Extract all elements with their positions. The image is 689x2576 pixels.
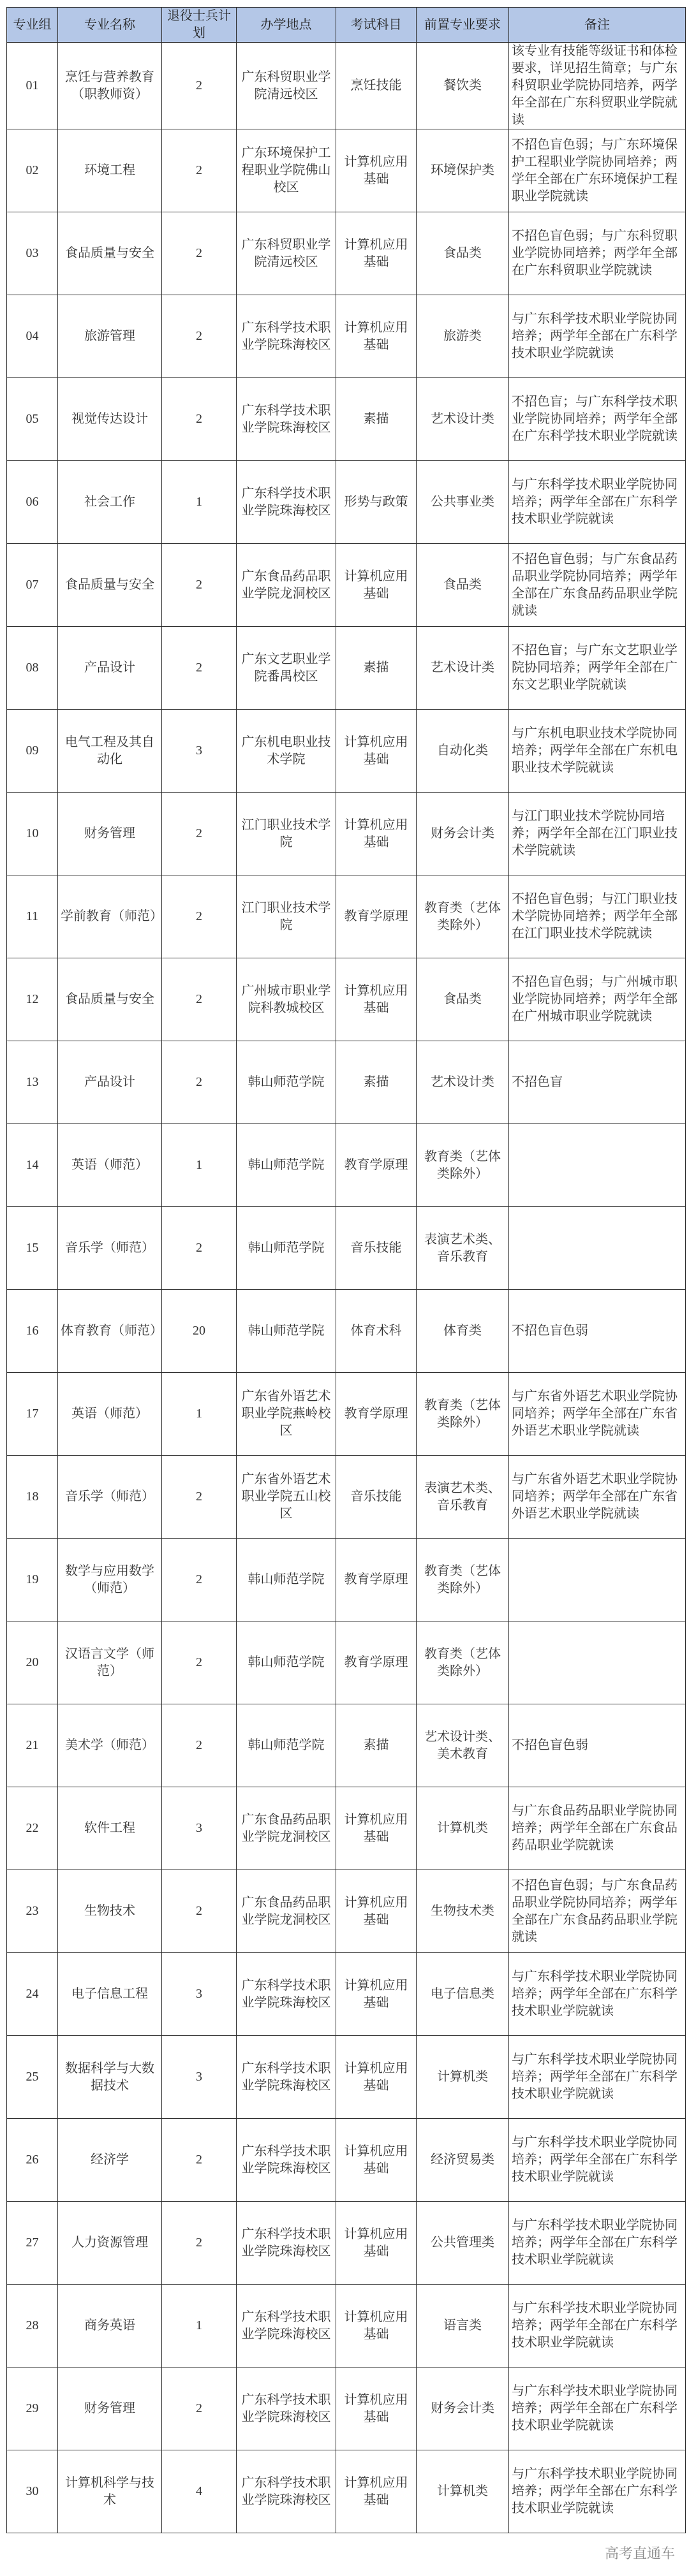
cell-location: 广东科学技术职业学院珠海校区: [237, 2367, 336, 2450]
header-major-name: 专业名称: [58, 8, 162, 43]
cell-exam-subject: 烹饪技能: [336, 43, 417, 129]
cell-prerequisite: 计算机类: [417, 1787, 509, 1870]
cell-location: 广东科学技术职业学院珠海校区: [237, 2450, 336, 2533]
cell-remarks: 与广东科学技术职业学院协同培养；两学年全部在广东科学技术职业学院就读: [509, 2119, 686, 2202]
cell-group: 17: [7, 1373, 58, 1456]
cell-group: 25: [7, 2036, 58, 2119]
cell-prerequisite: 艺术设计类: [417, 378, 509, 461]
cell-location: 广东科学技术职业学院珠海校区: [237, 461, 336, 544]
cell-remarks: 与广东食品药品职业学院协同培养；两学年全部在广东食品药品职业学院就读: [509, 1787, 686, 1870]
cell-group: 07: [7, 544, 58, 627]
cell-exam-subject: 教育学原理: [336, 875, 417, 958]
cell-group: 02: [7, 129, 58, 212]
cell-group: 15: [7, 1207, 58, 1290]
cell-remarks: 与广东科学技术职业学院协同培养；两学年全部在广东科学技术职业学院就读: [509, 295, 686, 378]
cell-remarks: 与广东科学技术职业学院协同培养；两学年全部在广东科学技术职业学院就读: [509, 2367, 686, 2450]
cell-remarks: [509, 1539, 686, 1621]
table-row: [7, 1124, 686, 1207]
table-row: [7, 1539, 686, 1621]
cell-major-name: 烹饪与营养教育（职教师资）: [58, 43, 162, 129]
cell-veteran-quota: 3: [162, 2036, 237, 2119]
header-veteran-quota: 退役士兵计划: [162, 8, 237, 43]
cell-veteran-quota: 2: [162, 1704, 237, 1787]
cell-major-name: 电气工程及其自动化: [58, 710, 162, 793]
cell-prerequisite: 教育类（艺体类除外）: [417, 875, 509, 958]
cell-major-name: 电子信息工程: [58, 1953, 162, 2036]
cell-group: 23: [7, 1870, 58, 1953]
cell-exam-subject: 计算机应用基础: [336, 793, 417, 875]
cell-veteran-quota: 1: [162, 461, 237, 544]
cell-group: 19: [7, 1539, 58, 1621]
table-row: [7, 544, 686, 627]
table-row: [7, 461, 686, 544]
cell-exam-subject: 计算机应用基础: [336, 2367, 417, 2450]
cell-remarks: 不招色盲: [509, 1041, 686, 1124]
cell-major-name: 财务管理: [58, 793, 162, 875]
watermark: 高考直通车: [605, 2545, 676, 2561]
cell-veteran-quota: 2: [162, 129, 237, 212]
cell-veteran-quota: 3: [162, 710, 237, 793]
cell-veteran-quota: 2: [162, 43, 237, 129]
cell-remarks: 该专业有技能等级证书和体检要求，详见招生简章；与广东科贸职业学院协同培养，两学年全部在广东科贸职业学院就读: [509, 43, 686, 129]
table-row: [7, 958, 686, 1041]
cell-remarks: 与广东省外语艺术职业学院协同培养；两学年全部在广东省外语艺术职业学院就读: [509, 1456, 686, 1539]
cell-prerequisite: 食品类: [417, 544, 509, 627]
cell-veteran-quota: 20: [162, 1290, 237, 1373]
cell-remarks: 与广东科学技术职业学院协同培养；两学年全部在广东科学技术职业学院就读: [509, 2450, 686, 2533]
cell-exam-subject: 教育学原理: [336, 1539, 417, 1621]
table-row: [7, 378, 686, 461]
cell-major-name: 生物技术: [58, 1870, 162, 1953]
cell-location: 韩山师范学院: [237, 1704, 336, 1787]
table-row: [7, 710, 686, 793]
cell-exam-subject: 教育学原理: [336, 1124, 417, 1207]
cell-veteran-quota: 2: [162, 544, 237, 627]
cell-remarks: 不招色盲色弱；与广州城市职业学院协同培养；两学年全部在广州城市职业学院就读: [509, 958, 686, 1041]
cell-remarks: 与广东科学技术职业学院协同培养；两学年全部在广东科学技术职业学院就读: [509, 2202, 686, 2285]
cell-major-name: 食品质量与安全: [58, 958, 162, 1041]
cell-group: 10: [7, 793, 58, 875]
cell-major-name: 音乐学（师范）: [58, 1207, 162, 1290]
cell-prerequisite: 艺术设计类: [417, 1041, 509, 1124]
cell-remarks: 不招色盲色弱；与广东环境保护工程职业学院协同培养；两学年全部在广东环境保护工程职业学院就读: [509, 129, 686, 212]
table-row: [7, 793, 686, 875]
cell-prerequisite: 艺术设计类、美术教育: [417, 1704, 509, 1787]
cell-exam-subject: 教育学原理: [336, 1621, 417, 1704]
cell-remarks: [509, 1621, 686, 1704]
table-row: [7, 875, 686, 958]
cell-prerequisite: 餐饮类: [417, 43, 509, 129]
cell-prerequisite: 艺术设计类: [417, 627, 509, 710]
cell-exam-subject: 形势与政策: [336, 461, 417, 544]
cell-exam-subject: 体育术科: [336, 1290, 417, 1373]
enrollment-plan-table: [6, 7, 686, 2533]
cell-location: 广东食品药品职业学院龙洞校区: [237, 1870, 336, 1953]
cell-major-name: 产品设计: [58, 627, 162, 710]
cell-prerequisite: 体育类: [417, 1290, 509, 1373]
table-row: [7, 129, 686, 212]
cell-group: 30: [7, 2450, 58, 2533]
cell-prerequisite: 旅游类: [417, 295, 509, 378]
table-row: [7, 2036, 686, 2119]
table-row: [7, 2450, 686, 2533]
cell-exam-subject: 素描: [336, 627, 417, 710]
cell-prerequisite: 自动化类: [417, 710, 509, 793]
cell-prerequisite: 经济贸易类: [417, 2119, 509, 2202]
cell-prerequisite: 生物技术类: [417, 1870, 509, 1953]
cell-exam-subject: 素描: [336, 1704, 417, 1787]
cell-location: 韩山师范学院: [237, 1124, 336, 1207]
cell-exam-subject: 音乐技能: [336, 1456, 417, 1539]
cell-exam-subject: 计算机应用基础: [336, 212, 417, 295]
cell-location: 广东省外语艺术职业学院燕岭校区: [237, 1373, 336, 1456]
table-row: [7, 2367, 686, 2450]
cell-veteran-quota: 2: [162, 1456, 237, 1539]
cell-remarks: 与广东机电职业技术学院协同培养；两学年全部在广东机电职业技术学院就读: [509, 710, 686, 793]
cell-veteran-quota: 2: [162, 295, 237, 378]
cell-group: 13: [7, 1041, 58, 1124]
table-row: [7, 295, 686, 378]
cell-exam-subject: 计算机应用基础: [336, 1787, 417, 1870]
cell-major-name: 商务英语: [58, 2285, 162, 2367]
cell-veteran-quota: 3: [162, 1787, 237, 1870]
cell-veteran-quota: 2: [162, 1621, 237, 1704]
cell-exam-subject: 音乐技能: [336, 1207, 417, 1290]
cell-group: 08: [7, 627, 58, 710]
cell-exam-subject: 计算机应用基础: [336, 2450, 417, 2533]
table-row: [7, 1870, 686, 1953]
cell-group: 18: [7, 1456, 58, 1539]
cell-remarks: 不招色盲色弱；与广东食品药品职业学院协同培养；两学年全部在广东食品药品职业学院就读: [509, 1870, 686, 1953]
header-remarks: 备注: [509, 8, 686, 43]
table-row: [7, 1290, 686, 1373]
cell-prerequisite: 教育类（艺体类除外）: [417, 1539, 509, 1621]
cell-location: 韩山师范学院: [237, 1207, 336, 1290]
cell-group: 11: [7, 875, 58, 958]
cell-group: 03: [7, 212, 58, 295]
cell-major-name: 数据科学与大数据技术: [58, 2036, 162, 2119]
cell-exam-subject: 计算机应用基础: [336, 2202, 417, 2285]
cell-major-name: 音乐学（师范）: [58, 1456, 162, 1539]
cell-major-name: 学前教育（师范）: [58, 875, 162, 958]
cell-major-name: 汉语言文学（师范）: [58, 1621, 162, 1704]
cell-remarks: 不招色盲；与广东科学技术职业学院协同培养；两学年全部在广东科学技术职业学院就读: [509, 378, 686, 461]
cell-group: 05: [7, 378, 58, 461]
cell-location: 广东文艺职业学院番禺校区: [237, 627, 336, 710]
cell-group: 24: [7, 1953, 58, 2036]
cell-group: 28: [7, 2285, 58, 2367]
header-location: 办学地点: [237, 8, 336, 43]
cell-veteran-quota: 2: [162, 1207, 237, 1290]
cell-veteran-quota: 2: [162, 212, 237, 295]
cell-exam-subject: 计算机应用基础: [336, 544, 417, 627]
cell-location: 广东科学技术职业学院珠海校区: [237, 2202, 336, 2285]
table-row: [7, 1787, 686, 1870]
cell-major-name: 食品质量与安全: [58, 544, 162, 627]
cell-location: 广东机电职业技术学院: [237, 710, 336, 793]
cell-exam-subject: 计算机应用基础: [336, 295, 417, 378]
cell-location: 广东科学技术职业学院珠海校区: [237, 295, 336, 378]
cell-prerequisite: 表演艺术类、音乐教育: [417, 1456, 509, 1539]
cell-major-name: 英语（师范）: [58, 1373, 162, 1456]
cell-veteran-quota: 2: [162, 958, 237, 1041]
cell-remarks: 不招色盲色弱: [509, 1704, 686, 1787]
cell-major-name: 社会工作: [58, 461, 162, 544]
cell-exam-subject: 计算机应用基础: [336, 2285, 417, 2367]
cell-prerequisite: 财务会计类: [417, 793, 509, 875]
cell-prerequisite: 公共管理类: [417, 2202, 509, 2285]
cell-location: 广东科贸职业学院清远校区: [237, 212, 336, 295]
cell-exam-subject: 计算机应用基础: [336, 2119, 417, 2202]
table-row: [7, 1953, 686, 2036]
cell-veteran-quota: 3: [162, 1953, 237, 2036]
cell-location: 广东科学技术职业学院珠海校区: [237, 378, 336, 461]
cell-location: 江门职业技术学院: [237, 793, 336, 875]
header-exam-subject: 考试科目: [336, 8, 417, 43]
cell-veteran-quota: 2: [162, 2202, 237, 2285]
cell-major-name: 视觉传达设计: [58, 378, 162, 461]
cell-major-name: 英语（师范）: [58, 1124, 162, 1207]
cell-major-name: 食品质量与安全: [58, 212, 162, 295]
cell-group: 22: [7, 1787, 58, 1870]
cell-remarks: 不招色盲；与广东文艺职业学院协同培养；两学年全部在广东文艺职业学院就读: [509, 627, 686, 710]
cell-location: 广东科学技术职业学院珠海校区: [237, 2285, 336, 2367]
cell-prerequisite: 计算机类: [417, 2036, 509, 2119]
cell-prerequisite: 教育类（艺体类除外）: [417, 1621, 509, 1704]
table-row: [7, 627, 686, 710]
table-row: [7, 1456, 686, 1539]
cell-group: 14: [7, 1124, 58, 1207]
cell-veteran-quota: 1: [162, 1124, 237, 1207]
cell-exam-subject: 教育学原理: [336, 1373, 417, 1456]
cell-prerequisite: 食品类: [417, 212, 509, 295]
cell-prerequisite: 表演艺术类、音乐教育: [417, 1207, 509, 1290]
cell-major-name: 产品设计: [58, 1041, 162, 1124]
cell-prerequisite: 环境保护类: [417, 129, 509, 212]
cell-remarks: 与广东科学技术职业学院协同培养；两学年全部在广东科学技术职业学院就读: [509, 2285, 686, 2367]
cell-major-name: 旅游管理: [58, 295, 162, 378]
cell-remarks: 与广东科学技术职业学院协同培养；两学年全部在广东科学技术职业学院就读: [509, 461, 686, 544]
cell-remarks: 与广东省外语艺术职业学院协同培养；两学年全部在广东省外语艺术职业学院就读: [509, 1373, 686, 1456]
cell-group: 27: [7, 2202, 58, 2285]
cell-prerequisite: 教育类（艺体类除外）: [417, 1373, 509, 1456]
cell-exam-subject: 素描: [336, 378, 417, 461]
header-prerequisite: 前置专业要求: [417, 8, 509, 43]
cell-location: 韩山师范学院: [237, 1621, 336, 1704]
cell-major-name: 环境工程: [58, 129, 162, 212]
cell-location: 韩山师范学院: [237, 1041, 336, 1124]
cell-remarks: [509, 1124, 686, 1207]
cell-location: 广东科学技术职业学院珠海校区: [237, 2119, 336, 2202]
cell-prerequisite: 电子信息类: [417, 1953, 509, 2036]
cell-exam-subject: 素描: [336, 1041, 417, 1124]
cell-remarks: [509, 1207, 686, 1290]
cell-remarks: 与江门职业技术学院协同培养；两学年全部在江门职业技术学院就读: [509, 793, 686, 875]
cell-major-name: 数学与应用数学（师范）: [58, 1539, 162, 1621]
cell-location: 广州城市职业学院科教城校区: [237, 958, 336, 1041]
cell-group: 04: [7, 295, 58, 378]
cell-major-name: 财务管理: [58, 2367, 162, 2450]
cell-location: 广东食品药品职业学院龙洞校区: [237, 1787, 336, 1870]
table-row: [7, 1207, 686, 1290]
cell-veteran-quota: 2: [162, 1870, 237, 1953]
cell-exam-subject: 计算机应用基础: [336, 2036, 417, 2119]
cell-prerequisite: 公共事业类: [417, 461, 509, 544]
table-row: [7, 2119, 686, 2202]
cell-veteran-quota: 2: [162, 793, 237, 875]
cell-group: 21: [7, 1704, 58, 1787]
cell-exam-subject: 计算机应用基础: [336, 710, 417, 793]
table-row: [7, 43, 686, 129]
cell-veteran-quota: 4: [162, 2450, 237, 2533]
cell-prerequisite: 教育类（艺体类除外）: [417, 1124, 509, 1207]
cell-veteran-quota: 1: [162, 1373, 237, 1456]
table-row: [7, 1621, 686, 1704]
cell-location: 韩山师范学院: [237, 1290, 336, 1373]
table-header: [7, 8, 686, 43]
cell-major-name: 软件工程: [58, 1787, 162, 1870]
table-body: [7, 43, 686, 2533]
cell-location: 广东科学技术职业学院珠海校区: [237, 1953, 336, 2036]
table-row: [7, 1041, 686, 1124]
cell-location: 广东科学技术职业学院珠海校区: [237, 2036, 336, 2119]
cell-prerequisite: 计算机类: [417, 2450, 509, 2533]
cell-veteran-quota: 2: [162, 2367, 237, 2450]
cell-veteran-quota: 2: [162, 1539, 237, 1621]
cell-group: 12: [7, 958, 58, 1041]
cell-veteran-quota: 2: [162, 378, 237, 461]
cell-remarks: 不招色盲色弱: [509, 1290, 686, 1373]
cell-group: 26: [7, 2119, 58, 2202]
cell-veteran-quota: 2: [162, 875, 237, 958]
cell-veteran-quota: 1: [162, 2285, 237, 2367]
cell-location: 广东食品药品职业学院龙洞校区: [237, 544, 336, 627]
cell-major-name: 计算机科学与技术: [58, 2450, 162, 2533]
cell-remarks: 不招色盲色弱；与江门职业技术学院协同培养；两学年全部在江门职业技术学院就读: [509, 875, 686, 958]
cell-location: 广东省外语艺术职业学院五山校区: [237, 1456, 336, 1539]
cell-remarks: 与广东科学技术职业学院协同培养；两学年全部在广东科学技术职业学院就读: [509, 1953, 686, 2036]
table-row: [7, 1704, 686, 1787]
cell-veteran-quota: 2: [162, 627, 237, 710]
header-row: [7, 8, 686, 43]
cell-major-name: 体育教育（师范）: [58, 1290, 162, 1373]
cell-prerequisite: 语言类: [417, 2285, 509, 2367]
cell-remarks: 与广东科学技术职业学院协同培养；两学年全部在广东科学技术职业学院就读: [509, 2036, 686, 2119]
cell-prerequisite: 财务会计类: [417, 2367, 509, 2450]
cell-group: 06: [7, 461, 58, 544]
cell-group: 29: [7, 2367, 58, 2450]
cell-remarks: 不招色盲色弱；与广东科贸职业学院协同培养；两学年全部在广东科贸职业学院就读: [509, 212, 686, 295]
header-group: 专业组: [7, 8, 58, 43]
cell-location: 广东环境保护工程职业学院佛山校区: [237, 129, 336, 212]
cell-veteran-quota: 2: [162, 1041, 237, 1124]
cell-location: 江门职业技术学院: [237, 875, 336, 958]
cell-major-name: 人力资源管理: [58, 2202, 162, 2285]
cell-major-name: 经济学: [58, 2119, 162, 2202]
cell-exam-subject: 计算机应用基础: [336, 129, 417, 212]
cell-veteran-quota: 2: [162, 2119, 237, 2202]
cell-remarks: 不招色盲色弱；与广东食品药品职业学院协同培养；两学年全部在广东食品药品职业学院就读: [509, 544, 686, 627]
cell-location: 广东科贸职业学院清远校区: [237, 43, 336, 129]
cell-group: 20: [7, 1621, 58, 1704]
cell-exam-subject: 计算机应用基础: [336, 1870, 417, 1953]
cell-exam-subject: 计算机应用基础: [336, 958, 417, 1041]
cell-major-name: 美术学（师范）: [58, 1704, 162, 1787]
cell-prerequisite: 食品类: [417, 958, 509, 1041]
table-row: [7, 2202, 686, 2285]
table-row: [7, 212, 686, 295]
cell-group: 09: [7, 710, 58, 793]
table-row: [7, 2285, 686, 2367]
cell-location: 韩山师范学院: [237, 1539, 336, 1621]
cell-group: 16: [7, 1290, 58, 1373]
table-row: [7, 1373, 686, 1456]
cell-group: 01: [7, 43, 58, 129]
cell-exam-subject: 计算机应用基础: [336, 1953, 417, 2036]
